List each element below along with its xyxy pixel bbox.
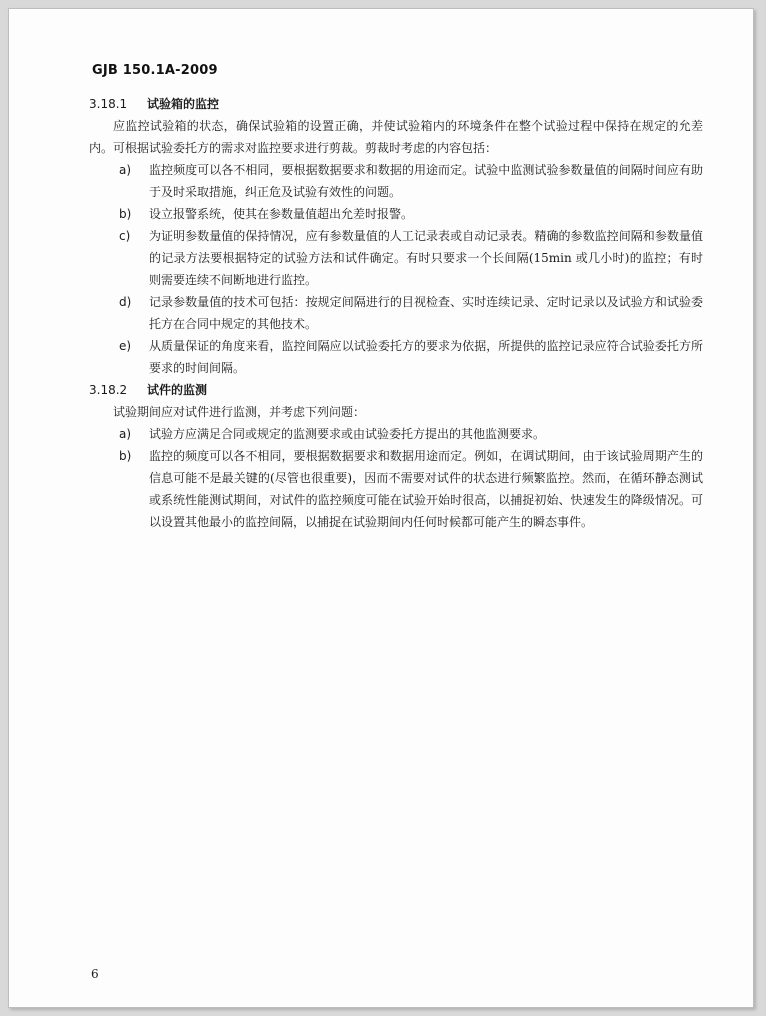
list-item-label: b) [119, 207, 132, 221]
list-item-label: c) [119, 229, 131, 243]
section-intro: 应监控试验箱的状态，确保试验箱的设置正确，并使试验箱内的环境条件在整个试验过程中保持在规定的允差内。可根据试验委托方的需求对监控要求进行剪裁。剪裁时考虑的内容包括： [89, 119, 703, 155]
section-number: 3.18.1 [89, 97, 128, 111]
list-item-label: e) [119, 339, 132, 353]
list-item [89, 159, 703, 203]
list-item-text: 监控频度可以各不相同，要根据数据要求和数据的用途而定。试验中监测试验参数量值的间隔时间应有助于及时采取措施，纠正危及试验有效性的问题。 [149, 163, 703, 199]
list-item-text: 记录参数量值的技术可包括：按规定间隔进行的目视检查、实时连续记录、定时记录以及试验方和试验委托方在合同中规定的其他技术。 [149, 295, 703, 331]
list-item-text: 从质量保证的角度来看，监控间隔应以试验委托方的要求为依据，所提供的监控记录应符合试验委托方所要求的时间间隔。 [149, 339, 703, 375]
list-item [89, 225, 703, 291]
list-item [89, 203, 703, 225]
list-item-text: 为证明参数量值的保持情况，应有参数量值的人工记录表或自动记录表。精确的参数监控间隔和参数量值的记录方法要根据特定的试验方法和试件确定。有时只要求一个长间隔(15min 或几小时)的监控；有时则需要连续不间断地进行监控。 [149, 229, 703, 287]
list-item-label: a) [119, 163, 132, 177]
section-intro: 试验期间应对试件进行监测，并考虑下列问题： [113, 405, 366, 419]
section-heading [89, 93, 703, 115]
page-number: 6 [91, 967, 99, 981]
list-item [89, 335, 703, 379]
document-page [8, 8, 754, 1008]
standard-code-header: GJB 150.1A-2009 [92, 63, 218, 78]
section-heading [89, 379, 703, 401]
list-item [89, 291, 703, 335]
list-item-text: 试验方应满足合同或规定的监测要求或由试验委托方提出的其他监测要求。 [149, 427, 546, 441]
section-number: 3.18.2 [89, 383, 128, 397]
list-item-text: 监控的频度可以各不相同，要根据数据要求和数据用途而定。例如，在调试期间，由于该试验周期产生的信息可能不是最关键的(尽管也很重要)，因而不需要对试件的状态进行频繁监控。然而，在循环静态测试或系统性能测试期间，对试件的监控频度可能在试验开始时很高，以捕捉初始、快速发生的降级情况。可以设置其他最小的监控间隔，以捕捉在试验期间内任何时候都可能产生的瞬态事件。 [149, 449, 703, 529]
section-title: 试件的监测 [147, 383, 208, 397]
list-item-label: a) [119, 427, 132, 441]
list-item-label: b) [119, 449, 132, 463]
list-item [89, 423, 703, 445]
list-item-text: 设立报警系统，使其在参数量值超出允差时报警。 [149, 207, 414, 221]
page-content [89, 93, 703, 533]
list-item [89, 445, 703, 533]
list-item-label: d) [119, 295, 132, 309]
section-title: 试验箱的监控 [147, 97, 220, 111]
